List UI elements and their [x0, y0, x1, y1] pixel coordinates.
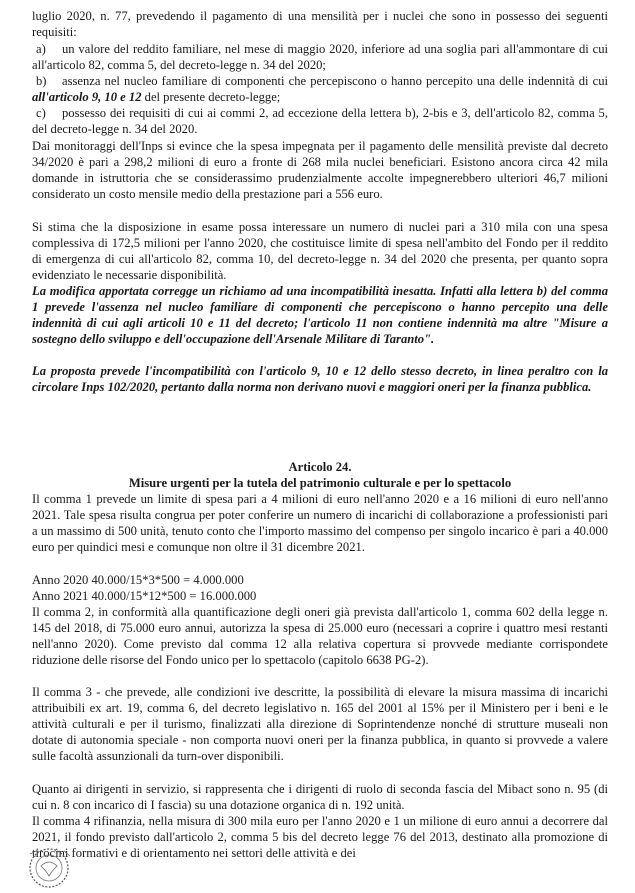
comma3-paragraph: Il comma 3 - che prevede, alle condizioni ive descritte, la possibilità di elevare la misura massima di incarichi attribuibili ex art. 19, comma 6, del decreto legislativo n. 165 del 2001 al 15% per il Ministero per i beni e le attività culturali e per il turismo, finalizzati alla direzione di Soprintendenze nonché di strutture museali non dotate di autonomia speciale - non comporta nuovi oneri per la finanza pubblica, in quanto si provvede a valere sulle facoltà assunzionali da turn-over disponibili.: [32, 685, 608, 764]
formula-2021: Anno 2021 40.000/15*12*500 = 16.000.000: [32, 589, 257, 603]
formula-2020: Anno 2020 40.000/15*3*500 = 4.000.000: [32, 573, 244, 587]
requirement-c: [32, 105, 608, 137]
comma1-paragraph: Il comma 1 prevede un limite di spesa pari a 4 milioni di euro nell'anno 2020 e a 16 milioni di euro nell'anno 2021. Tale spesa risulta congrua per poter conferire un numero di incarichi di collaborazione a professionisti pari a un massimo di 500 unità, tenuto conto che l'importo massimo del compenso per singolo incarico è pari a 40.000 euro per quindici mesi e comunque non oltre il 31 dicembre 2021.: [32, 492, 608, 555]
requirement-a-text: un valore del reddito familiare, nel mese di maggio 2020, inferiore ad una soglia pari all'ammontare di cui all'articolo 82, comma 5, del decreto-legge n. 34 del 2020;: [32, 42, 608, 73]
requirement-c-text: possesso dei requisiti di cui ai commi 2, ad eccezione della lettera b), 2-bis e 3, dell'articolo 82, comma 5, del decreto-legge n. 34 del 2020.: [32, 106, 608, 137]
requirement-c-marker: c): [36, 106, 46, 120]
intro-paragraph: luglio 2020, n. 77, prevedendo il pagamento di una mensilità per i nuclei che sono in possesso dei seguenti requisiti:: [32, 9, 608, 40]
requirement-b-text-emph: all'articolo 9, 10 e 12: [32, 90, 142, 105]
comma2-paragraph: Il comma 2, in conformità alla quantificazione degli oneri già prevista dall'articolo 1, comma 602 della legge n. 145 del 2018, di 75.000 euro annui, autorizza la spesa di 25.000 euro (necessari a coprire i quattro mesi restanti nell'anno 2020). Come previsto dal comma 12 alla relativa copertura si provvede mediante corrispondete riduzione delle risorse del Fondo unico per lo spettacolo (capitolo 6638 PG-2).: [32, 605, 608, 668]
article-number: Articolo 24.: [288, 460, 352, 474]
monitoring-paragraph: Dai monitoraggi dell'Inps si evince che la spesa impegnata per il pagamento delle mensilità previste dal decreto 34/2020 è pari a 298,2 milioni di euro a fronte di 268 mila nuclei beneficiari. Esistono ancora circa 42 mila domande in istruttoria che se considerassimo prudenzialmente accolte impegnerebbero ulteriori 46,7 milioni considerato un costo mensile medio della prestazione pari a 556 euro.: [32, 139, 608, 202]
requirement-b-marker: b): [36, 74, 47, 88]
comma4-paragraph: Il comma 4 rifinanzia, nella misura di 300 mila euro per l'anno 2020 e 1 un milione di euro annui a decorrere dal 2021, il fondo previsto dall'articolo 2, comma 5 bis del decreto legge 76 del 2013, destinato alla promozione di tirocini formativi e di orientamento nei settori delle attività e dei: [32, 814, 608, 861]
requirement-b: [32, 73, 608, 105]
requirement-a: [32, 41, 608, 73]
dirigenti-paragraph: Quanto ai dirigenti in servizio, si rappresenta che i dirigenti di ruolo di seconda fascia del Mibact sono n. 95 (di cui n. 8 con incarico di I fascia) su una dotazione organica di n. 192 unità.: [32, 782, 608, 813]
correction-paragraph: La modifica apportata corregge un richiamo ad una incompatibilità inesatta. Infatti alla lettera b) del comma 1 prevede l'assenza nel nucleo familiare di componenti che percepiscono o hanno percepito una delle indennità di cui agli articoli 10 e 11 del decreto; l'articolo 11 non contiene indennità ma altre "Misure a sostegno dello sviluppo e dell'occupazione dell'Arsenale Militare di Taranto".: [32, 284, 608, 347]
requirement-a-marker: a): [36, 42, 46, 56]
article-title: Misure urgenti per la tutela del patrimonio culturale e per lo spettacolo: [128, 476, 512, 490]
official-stamp-icon: [24, 842, 74, 890]
requirement-b-text-before: assenza nel nucleo familiare di componenti che percepiscono o hanno percepito una delle indennità di cui: [62, 74, 608, 88]
proposal-paragraph: La proposta prevede l'incompatibilità con l'articolo 9, 10 e 12 dello stesso decreto, in linea peraltro con la circolare Inps 102/2020, pertanto dalla norma non derivano nuovi e maggiori oneri per la finanza pubblica.: [32, 364, 608, 395]
requirement-b-text-after: del presente decreto-legge;: [141, 90, 281, 105]
estimate-paragraph: Si stima che la disposizione in esame possa interessare un numero di nuclei pari a 310 mila con una spesa complessiva di 172,5 milioni per l'anno 2020, che costituisce limite di spesa nell'ambito del Fondo per il reddito di emergenza di cui all'articolo 82, comma 10, del decreto-legge n. 34 del 2020 che presenta, per quanto sopra evidenziato le necessarie disponibilità.: [32, 220, 608, 283]
